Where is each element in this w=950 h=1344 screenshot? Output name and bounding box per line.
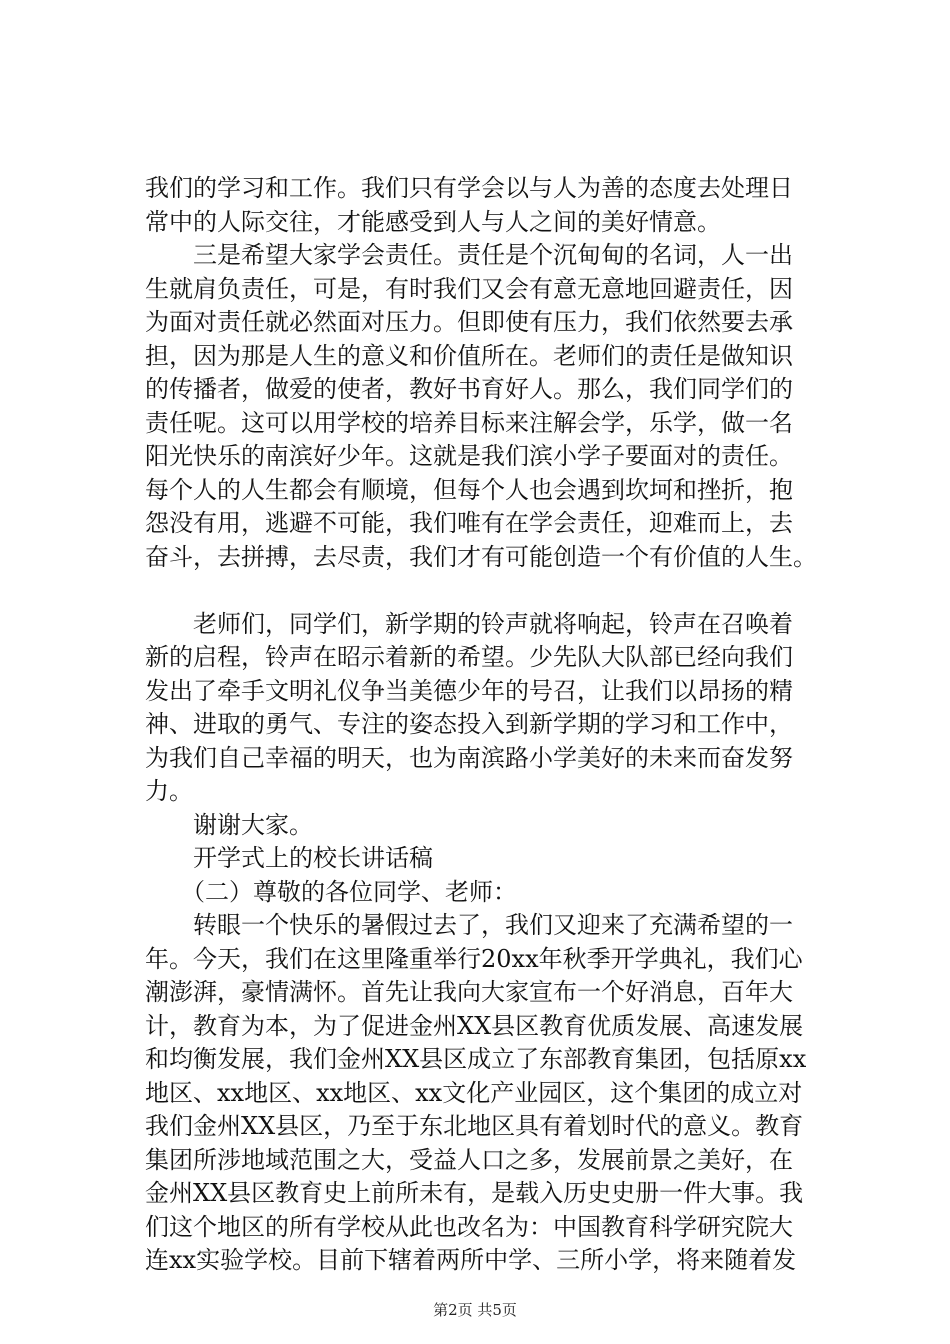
text-line: 每个人的人生都会有顺境，但每个人也会遇到坎坷和挫折，抱 (145, 475, 793, 504)
text-line: 担，因为那是人生的意义和价值所在。老师们的责任是做知识 (145, 341, 793, 370)
text-line: 发出了牵手文明礼仪争当美德少年的号召，让我们以昂扬的精 (145, 676, 793, 705)
text-line: （二）尊敬的各位同学、老师： (145, 877, 517, 906)
text-line: 生就肩负责任，可是，有时我们又会有意无意地回避责任，因 (145, 274, 793, 303)
text-line: 潮澎湃，豪情满怀。首先让我向大家宣布一个好消息，百年大 (145, 978, 793, 1006)
text-line: 怨没有用，逃避不可能，我们唯有在学会责任，迎难而上，去 (145, 509, 793, 537)
text-line: 常中的人际交往，才能感受到人与人之间的美好情意。 (145, 207, 721, 236)
text-line: 新的启程，铃声在昭示着新的希望。少先队大队部已经向我们 (145, 643, 793, 671)
text-line: 为面对责任就必然面对压力。但即使有压力，我们依然要去承 (145, 308, 793, 336)
text-line: 神、进取的勇气、专注的姿态投入到新学期的学习和工作中， (145, 710, 793, 738)
paragraph-gap (145, 574, 835, 608)
text-line: 谢谢大家。 (145, 810, 313, 839)
text-line: 们这个地区的所有学校从此也改名为：中国教育科学研究院大 (145, 1212, 793, 1241)
text-line: 为我们自己幸福的明天，也为南滨路小学美好的未来而奋发努 (145, 743, 793, 772)
text-line: 三是希望大家学会责任。责任是个沉甸甸的名词，人一出 (145, 241, 793, 269)
text-line: 连xx实验学校。目前下辖着两所中学、三所小学，将来随着发 (145, 1246, 797, 1274)
text-line: 力。 (145, 777, 193, 805)
text-line: 金州XX县区教育史上前所未有，是载入历史史册一件大事。我 (145, 1179, 804, 1207)
text-line: 阳光快乐的南滨好少年。这就是我们滨小学子要面对的责任。 (145, 442, 793, 470)
text-line: 老师们，同学们，新学期的铃声就将响起，铃声在召唤着 (145, 609, 793, 638)
text-line: 和均衡发展，我们金州XX县区成立了东部教育集团，包括原xx (145, 1045, 807, 1073)
text-line: 开学式上的校长讲话稿 (145, 844, 433, 872)
text-line: 我们的学习和工作。我们只有学会以与人为善的态度去处理日 (145, 174, 793, 202)
text-line: 地区、xx地区、xx地区、xx文化产业园区，这个集团的成立对 (145, 1078, 803, 1107)
text-line: 计，教育为本，为了促进金州XX县区教育优质发展、高速发展 (145, 1011, 804, 1040)
text-line: 的传播者，做爱的使者，教好书育好人。那么，我们同学们的 (145, 375, 793, 403)
page-footer: 第2页 共5页 (433, 1301, 517, 1319)
text-line: 年。今天，我们在这里隆重举行20xx年秋季开学典礼，我们心 (145, 944, 803, 973)
text-line: 集团所涉地域范围之大，受益人口之多，发展前景之美好，在 (145, 1145, 793, 1174)
text-line: 责任呢。这可以用学校的培养目标来注解会学，乐学，做一名 (145, 408, 793, 437)
text-line: 我们金州XX县区，乃至于东北地区具有着划时代的意义。教育 (145, 1112, 804, 1140)
body-text (145, 172, 835, 1278)
text-line: 奋斗，去拼搏，去尽责，我们才有可能创造一个有价值的人生。 (145, 542, 817, 571)
text-line: 转眼一个快乐的暑假过去了，我们又迎来了充满希望的一 (145, 911, 793, 939)
